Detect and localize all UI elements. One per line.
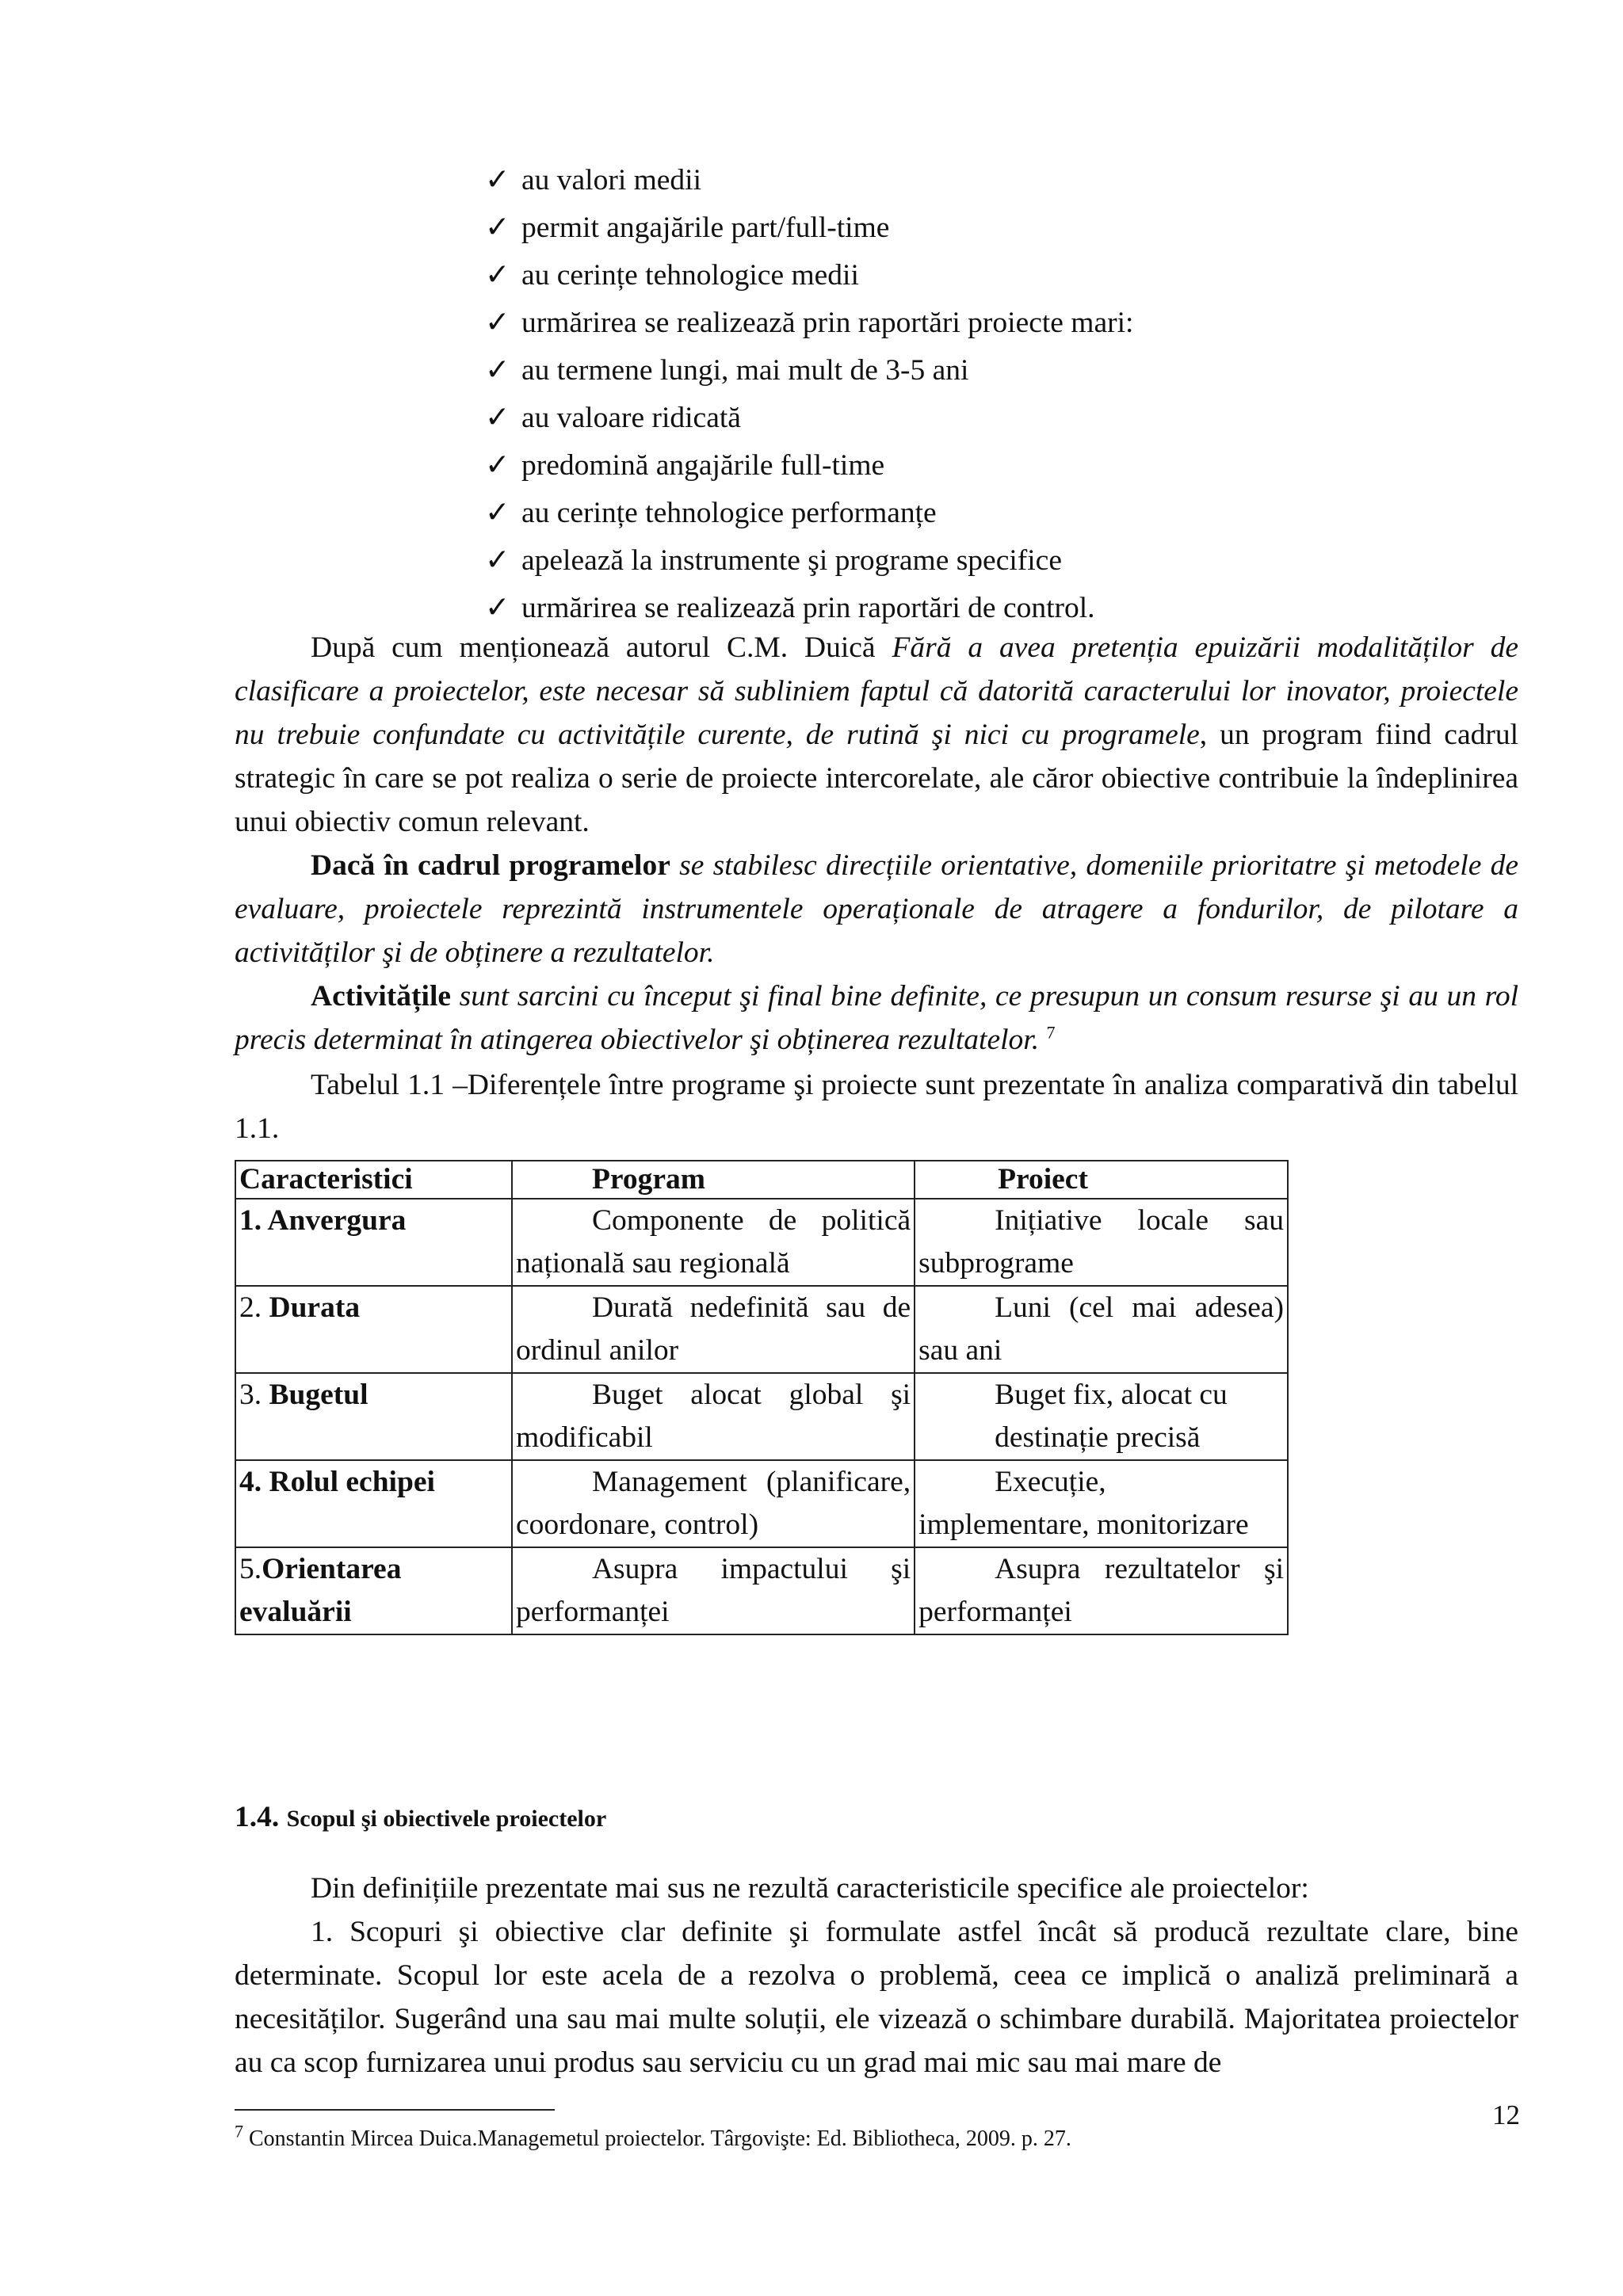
program-cell: Durată nedefinită sau de ordinul anilor xyxy=(512,1286,915,1373)
list-item: ✓ au cerințe tehnologice performanțe xyxy=(485,490,1133,537)
table-row xyxy=(235,1460,1288,1547)
row-label: 1. Anvergura xyxy=(235,1199,512,1286)
list-item: ✓ au termene lungi, mai mult de 3-5 ani xyxy=(485,347,1133,395)
proiect-cell: Buget fix, alocat cu destinație precisă xyxy=(915,1373,1288,1460)
paragraph-scopuri: 1. Scopuri şi obiective clar definite şi formulate astfel încât să producă rezultate clare, bine determinate. Scopul lor este acela de a rezolva o problemă, ceea ce implică o analiză preliminară a necesităților. Sugerând una sau mai multe soluții, ele vizează o schimbare durabilă. Majoritatea proiectelor au ca scop furnizarea unui produs sau serviciu cu un grad mai mic sau mai mare de xyxy=(235,1916,1518,2079)
paragraph-activitati: Activitățile sunt sarcini cu început şi final bine definite, ce presupun un consum resurse şi au un rol precis determinat în atingerea obiectivelor şi obținerea rezultatelor. $^7$ xyxy=(235,980,1518,1056)
table-row xyxy=(235,1373,1288,1460)
list-item: ✓ permit angajările part/full-time xyxy=(485,204,1133,252)
proiect-cell: Luni (cel mai adesea) sau ani xyxy=(915,1286,1288,1373)
list-item: ✓ au valori medii xyxy=(485,157,1133,204)
footnote-ref: 7 xyxy=(1046,1022,1056,1043)
list-item: ✓ predomină angajările full-time xyxy=(485,442,1133,490)
page-number: 12 xyxy=(1492,2100,1520,2130)
checkmark-icon: ✓ xyxy=(485,212,510,244)
body-text xyxy=(235,626,1518,1150)
paragraph-duica: După cum menționează autorul C.M. Duică Fără a avea pretenția epuizării modalităților de clasificare a proiectelor, este necesar să subliniem faptul că datorită caracterului lor inovator, proiectele nu trebuie confundate cu activitățile curente, de rutină şi nici cu programele, un program fiind cadrul strategic în care se pot realiza o serie de proiecte intercorelate, ale căror obiective contribuie la îndeplinirea unui obiectiv comun relevant. xyxy=(235,631,1518,838)
checkmark-icon: ✓ xyxy=(485,354,510,387)
row-label: 3. Bugetul xyxy=(235,1373,512,1460)
footnote: $^7$ Constantin Mircea Duica.Managemetul proiectelor. Târgovişte: Ed. Bibliotheca, 2009. p. 27. xyxy=(235,2121,1071,2151)
section-heading: 1.4. Scopul şi obiectivele proiectelor xyxy=(235,1801,607,1833)
table-row xyxy=(235,1199,1288,1286)
body-text-lower xyxy=(235,1867,1518,2084)
column-header: Program xyxy=(512,1161,915,1199)
checklist xyxy=(485,157,1133,632)
program-cell: Componente de politică națională sau regională xyxy=(512,1199,915,1286)
checkmark-icon: ✓ xyxy=(485,402,510,434)
checkmark-icon: ✓ xyxy=(485,592,510,624)
list-item: ✓ au cerințe tehnologice medii xyxy=(485,252,1133,299)
comparison-table xyxy=(235,1160,1289,1635)
paragraph-definitii: Din definițiile prezentate mai sus ne rezultă caracteristicile specifice ale proiectelor: xyxy=(311,1872,1309,1905)
program-cell: Management (planificare, coordonare, control) xyxy=(512,1460,915,1547)
proiect-cell: Asupra rezultatelor şi performanței xyxy=(915,1547,1288,1634)
list-item: ✓ apelează la instrumente şi programe specifice xyxy=(485,537,1133,585)
column-header: Proiect xyxy=(915,1161,1288,1199)
program-cell: Asupra impactului şi performanței xyxy=(512,1547,915,1634)
proiect-cell: Execuție, implementare, monitorizare xyxy=(915,1460,1288,1547)
checkmark-icon: ✓ xyxy=(485,544,510,577)
checkmark-icon: ✓ xyxy=(485,164,510,196)
paragraph-tabelul: Tabelul 1.1 –Diferențele între programe şi proiecte sunt prezentate în analiza comparativă din tabelul 1.1. xyxy=(235,1069,1518,1145)
table-row xyxy=(235,1547,1288,1634)
row-label: 5.Orientarea evaluării xyxy=(235,1547,512,1634)
table-row xyxy=(235,1286,1288,1373)
list-item: ✓ urmărirea se realizează prin raportări proiecte mari: xyxy=(485,299,1133,347)
row-label: 4. Rolul echipei xyxy=(235,1460,512,1547)
list-item: ✓ urmărirea se realizează prin raportări de control. xyxy=(485,585,1133,632)
proiect-cell: Inițiative locale sau subprograme xyxy=(915,1199,1288,1286)
checkmark-icon: ✓ xyxy=(485,259,510,292)
table-header-row xyxy=(235,1161,1288,1199)
paragraph-programe: Dacă în cadrul programelor se stabilesc direcțiile orientative, domeniile prioritatre şi metodele de evaluare, proiectele reprezintă instrumentele operaționale de atragere a fondurilor, de pilotare a activităților şi de obținere a rezultatelor. xyxy=(235,849,1518,969)
row-label: 2. Durata xyxy=(235,1286,512,1373)
checkmark-icon: ✓ xyxy=(485,449,510,482)
footnote-divider xyxy=(235,2109,555,2111)
checkmark-icon: ✓ xyxy=(485,497,510,529)
column-header: Caracteristici xyxy=(235,1161,512,1199)
checkmark-icon: ✓ xyxy=(485,307,510,339)
list-item: ✓ au valoare ridicată xyxy=(485,395,1133,442)
program-cell: Buget alocat global şi modificabil xyxy=(512,1373,915,1460)
